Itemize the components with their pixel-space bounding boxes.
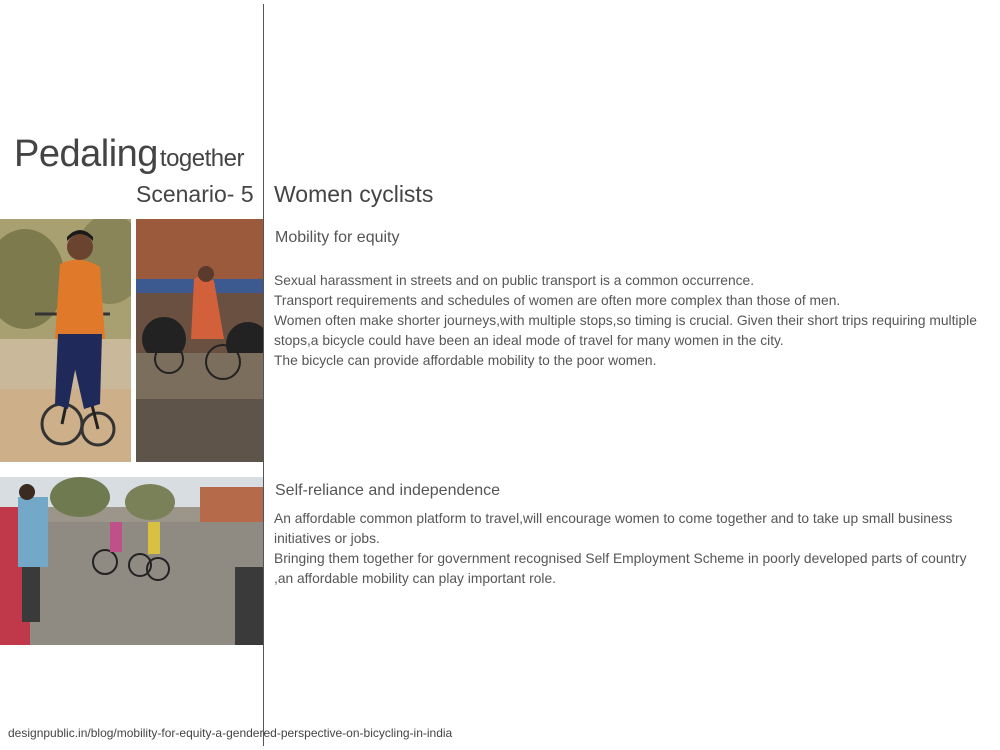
photo-street-cyclists: [0, 477, 263, 645]
page-title: [14, 133, 244, 176]
section1-body: [274, 271, 989, 371]
heading-self-reliance: Self-reliance and independence: [275, 482, 501, 499]
section-title: Women cyclists: [274, 181, 434, 207]
title-together: together: [159, 145, 244, 172]
section1-line-1: Sexual harassment in streets and on public transport is a common occurrence.: [274, 273, 755, 288]
section1-line-2: Transport requirements and schedules of women are often more complex than those of men.: [274, 293, 841, 308]
source-url: designpublic.in/blog/mobility-for-equity-a-gendered-perspective-on-bicycling-in-india: [8, 726, 453, 740]
section2-line-2: Bringing them together for government recognised Self Employment Scheme in poorly developed parts of country ,an affordable mobility can play important role.: [274, 551, 967, 586]
section1-line-3: Women often make shorter journeys,with multiple stops,so timing is crucial. Given their short trips requiring multiple stops,a bicycle could have been an ideal mode of travel for many women in the city.: [274, 313, 977, 348]
heading-mobility-equity: Mobility for equity: [275, 229, 400, 246]
section2-body: [274, 509, 989, 589]
photo-woman-cyclist-truck: [136, 219, 263, 462]
section2-line-1: An affordable common platform to travel,will encourage women to come together and to take up small business initiatives or jobs.: [274, 511, 953, 546]
section1-line-4: The bicycle can provide affordable mobility to the poor women.: [274, 353, 657, 368]
vertical-divider: [263, 4, 264, 746]
title-pedaling: Pedaling: [14, 133, 158, 175]
photo-woman-cyclist-front: [0, 219, 131, 462]
scenario-label: Scenario- 5: [136, 181, 254, 207]
